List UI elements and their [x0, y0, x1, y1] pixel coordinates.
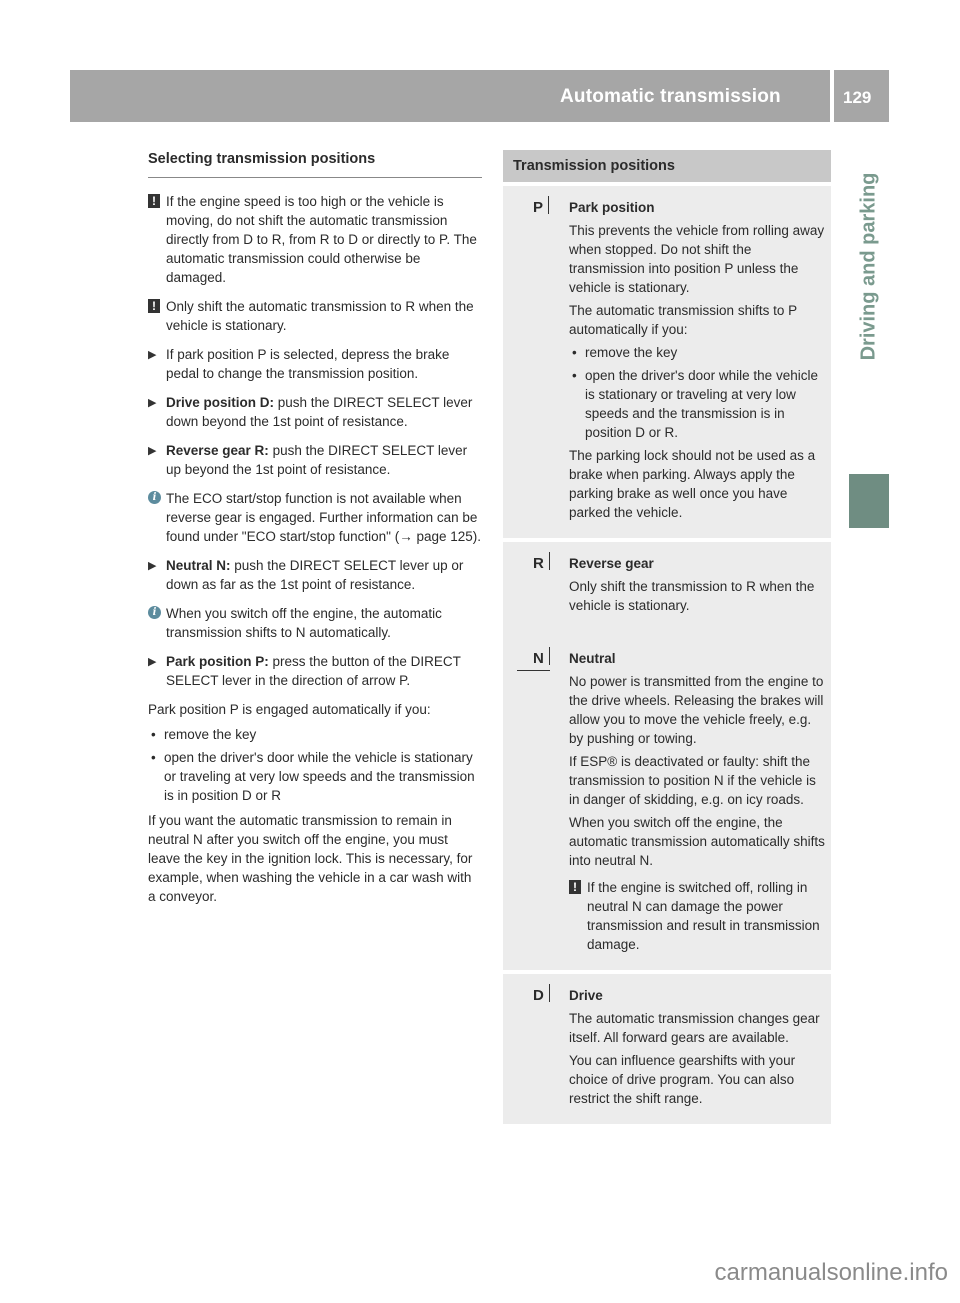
step-arrow-icon: ▶ [148, 397, 157, 409]
instruction-step: ▶ If park position P is selected, depress the brake pedal to change the transmission position. [148, 347, 450, 381]
row-title: Neutral [569, 651, 616, 666]
instruction-step: ▶ Park position P: press the button of the DIRECT SELECT lever in the direction of arrow P. [148, 654, 461, 688]
row-text: You can influence gearshifts with your choice of drive program. You can also restrict the shift range. [569, 1053, 796, 1106]
instruction-step: ▶ Neutral N: push the DIRECT SELECT lever up or down as far as the 1st point of resistance. [148, 558, 464, 592]
table-row-neutral [503, 637, 831, 970]
gear-symbol-r: R [511, 554, 544, 573]
right-column [503, 150, 831, 1124]
page-number: 129 [843, 88, 872, 107]
watermark: carmanualsonline.info [714, 1259, 948, 1286]
row-text: When you switch off the engine, the automatic transmission automatically shifts into neutral N. [569, 815, 825, 868]
row-title: Park position [569, 200, 655, 215]
side-tab-marker [849, 474, 889, 528]
row-text: The automatic transmission shifts to P automatically if you: [569, 303, 797, 337]
info-icon: i [148, 606, 161, 619]
list-item: • open the driver's door while the vehicle is stationary or traveling at very low speeds and the transmission is in position D or R. [572, 368, 818, 440]
list-item: • remove the key [151, 727, 257, 742]
body-paragraph: Park position P is engaged automatically if you: [148, 702, 431, 717]
row-text: This prevents the vehicle from rolling away when stopped. Do not shift the transmission into position P unless the vehicle is stationary. [569, 223, 825, 295]
gear-symbol-n: N [511, 649, 544, 668]
left-column [148, 150, 482, 916]
gear-symbol-d: D [511, 986, 544, 1005]
row-text: No power is transmitted from the engine to the drive wheels. Releasing the brakes will allow you to move the vehicle freely, e.g. by pushing or towing. [569, 674, 824, 746]
row-title: Reverse gear [569, 556, 654, 571]
info-note: i When you switch off the engine, the automatic transmission shifts to N automatically. [148, 604, 482, 642]
body-paragraph: If you want the automatic transmission to remain in neutral N after you switch off the engine, you must leave the key in the ignition lock. This is necessary, for example, when washing the vehicle in a car wash with a conveyor. [148, 813, 473, 904]
info-icon: i [148, 491, 161, 504]
side-tab-label: Driving and parking [857, 172, 880, 361]
row-title: Drive [569, 988, 603, 1003]
section-title: Selecting transmission positions [148, 150, 482, 178]
row-text: Only shift the transmission to R when the vehicle is stationary. [569, 579, 815, 613]
warning-icon: ! [569, 880, 581, 894]
step-arrow-icon: ▶ [148, 445, 157, 457]
row-text: The parking lock should not be used as a brake when parking. Always apply the parking brake as well once you have parked the vehicle. [569, 448, 816, 520]
table-row-drive [503, 974, 831, 1124]
instruction-step: ▶ Reverse gear R: push the DIRECT SELECT lever up beyond the 1st point of resistance. [148, 443, 468, 477]
page-title: Automatic transmission [560, 86, 781, 107]
instruction-step: ▶ Drive position D: push the DIRECT SELECT lever down beyond the 1st point of resistance. [148, 395, 473, 429]
list-item: • open the driver's door while the vehicle is stationary or traveling at very low speeds and the transmission is in position D or R [151, 750, 475, 803]
warning-icon: ! [148, 194, 160, 208]
row-text: If ESP® is deactivated or faulty: shift the transmission to position N if the vehicle is in danger of skidding, e.g. on icy roads. [569, 754, 816, 807]
step-arrow-icon: ▶ [148, 560, 157, 572]
gear-symbol-p: P [511, 198, 543, 217]
row-text: The automatic transmission changes gear itself. All forward gears are available. [569, 1011, 820, 1045]
warning-icon: ! [148, 299, 160, 313]
warning-paragraph: ! If the engine is switched off, rolling in neutral N can damage the power transmission and result in transmission damage. [569, 878, 825, 954]
step-arrow-icon: ▶ [148, 656, 157, 668]
warning-paragraph: ! If the engine speed is too high or the vehicle is moving, do not shift the automatic transmission directly from D to R, from R to D or directly to P. The automatic transmission could otherwise be damaged. [148, 192, 482, 287]
table-row-reverse [503, 542, 831, 637]
warning-paragraph: ! Only shift the automatic transmission to R when the vehicle is stationary. [148, 297, 482, 335]
info-note: i The ECO start/stop function is not available when reverse gear is engaged. Further information can be found under "ECO start/stop function" (→ page 125). [148, 489, 482, 546]
table-row-park [503, 186, 831, 538]
list-item: • remove the key [572, 345, 678, 360]
step-arrow-icon: ▶ [148, 349, 157, 361]
table-header: Transmission positions [503, 150, 831, 182]
